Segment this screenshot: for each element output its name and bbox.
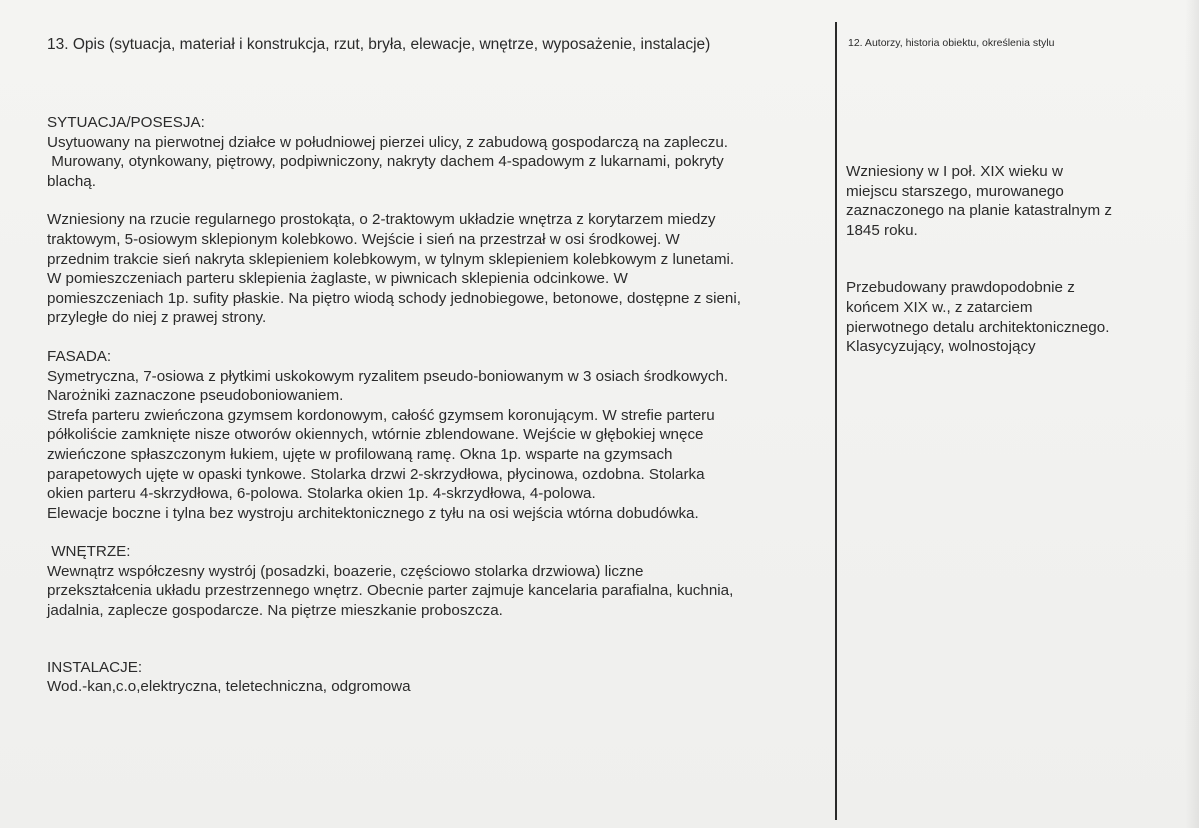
rzut-line: W pomieszczeniach parteru sklepienia żaglaste, w piwnicach sklepienia odcinkowe. W <box>47 270 628 288</box>
history-line: Wzniesiony w I poł. XIX wieku w <box>846 163 1063 180</box>
rzut-line: pomieszczeniach 1p. sufity płaskie. Na piętro wiodą schody jednobiegowe, betonowe, dostępne z sieni, <box>47 289 741 307</box>
instalacje-line: Wod.-kan,c.o,elektryczna, teletechniczna, odgromowa <box>47 678 411 696</box>
history-line: miejscu starszego, murowanego <box>846 182 1064 200</box>
section-instalacje <box>47 658 837 697</box>
fasada-line: Elewacje boczne i tylna bez wystroju architektonicznego z tyłu na osi wejścia wtórna dobudówka. <box>47 504 699 522</box>
sytuacja-title: SYTUACJA/POSESJA: <box>47 114 205 131</box>
sytuacja-line: blachą. <box>47 172 96 190</box>
sytuacja-line: Usytuowany na pierwotnej działce w południowej pierzei ulicy, z zabudową gospodarczą na zapleczu. <box>47 133 729 151</box>
sytuacja-line: Murowany, otynkowany, piętrowy, podpiwniczony, nakryty dachem 4-spadowym z lukarnami, pokryty <box>47 153 724 171</box>
style-line: Przebudowany prawdopodobnie z <box>846 279 1075 297</box>
page-edge-shadow <box>1185 0 1199 828</box>
fasada-line: parapetowych ujęte w opaski tynkowe. Stolarka drzwi 2-skrzydłowa, płycinowa, ozdobna. Stolarka <box>47 465 705 483</box>
instalacje-title: INSTALACJE: <box>47 658 143 676</box>
description-column <box>47 113 837 697</box>
wnetrze-title: WNĘTRZE: <box>47 543 131 561</box>
style-line: Klasycyzujący, wolnostojący <box>846 338 1036 356</box>
fasada-line: Symetryczna, 7-osiowa z płytkimi uskokowym ryzalitem pseudo-boniowanym w 3 osiach środkowych. <box>47 367 729 385</box>
wnetrze-line: Wewnątrz współczesny wystrój (posadzki, boazerie, częściowo stolarka drzwiowa) liczne <box>47 562 644 580</box>
rzut-line: traktowym, 5-osiowym sklepionym kolebkowo. Wejście i sień na przestrzał w osi środkowej. W <box>47 230 680 248</box>
style-line: końcem XIX w., z zatarciem <box>846 298 1033 316</box>
history-column <box>846 162 1176 357</box>
history-line: 1845 roku. <box>846 221 918 239</box>
fasada-line: półkoliście zamknięte nisze otworów okiennych, wtórnie zblendowane. Wejście w głębokiej wnęce <box>47 426 704 444</box>
history-line: zaznaczonego na planie katastralnym z <box>846 202 1112 220</box>
section-13-header: 13. Opis (sytuacja, materiał i konstrukcja, rzut, bryła, elewacje, wnętrze, wyposażenie, instalacje) <box>47 36 711 53</box>
wnetrze-line: przekształcenia układu przestrzennego wnętrz. Obecnie parter zajmuje kancelaria parafialna, kuchnia, <box>47 582 734 600</box>
fasada-line: zwieńczone spłaszczonym łukiem, ujęte w profilowaną ramę. Okna 1p. wsparte na gzymsach <box>47 445 673 463</box>
fasada-title: FASADA: <box>47 347 112 365</box>
rzut-line: przednim trakcie sień nakryta sklepieniem kolebkowym, w tylnym sklepieniem kolebkowym z lunetami. <box>47 250 735 268</box>
section-fasada <box>47 347 837 523</box>
fasada-line: Strefa parteru zwieńczona gzymsem kordonowym, całość gzymsem koronującym. W strefie parteru <box>47 406 715 424</box>
section-wnetrze <box>47 542 837 620</box>
wnetrze-line: jadalnia, zaplecze gospodarcze. Na piętrze mieszkanie proboszcza. <box>47 602 503 620</box>
rzut-line: Wzniesiony na rzucie regularnego prostokąta, o 2-traktowym układzie wnętrza z korytarzem miedzy <box>47 211 716 229</box>
section-12-header: 12. Autorzy, historia obiektu, określenia stylu <box>848 37 1055 49</box>
fasada-line: Narożniki zaznaczone pseudoboniowaniem. <box>47 387 344 405</box>
rzut-line: przyległe do niej z prawej strony. <box>47 309 267 327</box>
section-sytuacja <box>47 113 837 328</box>
fasada-line: okien parteru 4-skrzydłowa, 6-polowa. Stolarka okien 1p. 4-skrzydłowa, 4-polowa. <box>47 485 596 503</box>
style-line: pierwotnego detalu architektonicznego. <box>846 318 1110 336</box>
